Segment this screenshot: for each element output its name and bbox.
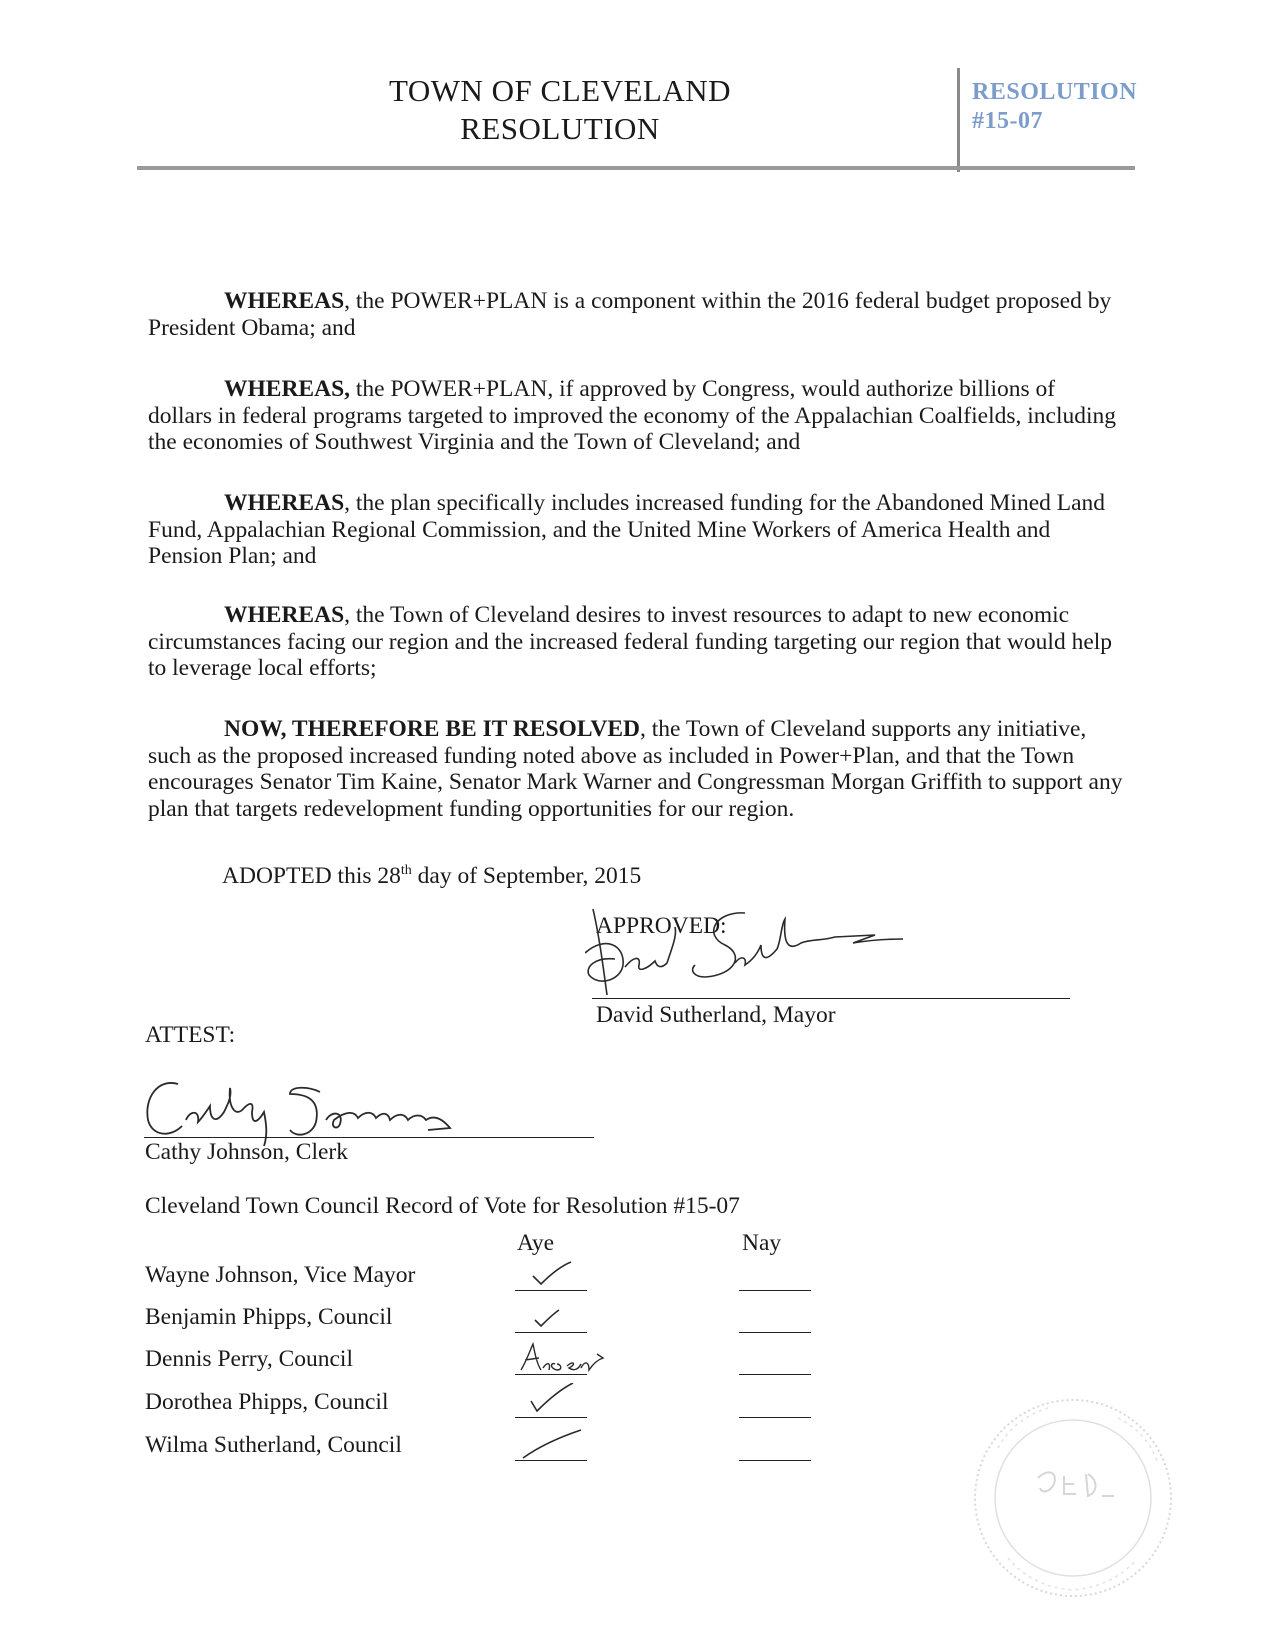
mayor-signature-line bbox=[592, 998, 1070, 999]
vote-row bbox=[145, 1304, 845, 1334]
clerk-name: Cathy Johnson, Clerk bbox=[145, 1139, 349, 1165]
header-divider-vertical bbox=[957, 68, 960, 172]
paragraph-lead: NOW, THEREFORE BE IT RESOLVED bbox=[224, 716, 640, 742]
council-member-name: Dorothea Phipps, Council bbox=[145, 1389, 389, 1415]
attest-label: ATTEST: bbox=[145, 1022, 236, 1048]
resolution-number: #15-07 bbox=[972, 108, 1043, 134]
whereas-paragraph-2 bbox=[148, 376, 1123, 456]
aye-line bbox=[515, 1290, 587, 1291]
paragraph-text: the POWER+PLAN, if approved by Congress, would authorize billions of dollars in federal programs targeted to improved the economy of the Appalachian Coalfields, including the economies of Southwest Virginia and the Town of Cleveland; and bbox=[148, 376, 1117, 455]
aye-check-mark bbox=[517, 1383, 587, 1419]
paragraph-lead: WHEREAS, bbox=[224, 376, 351, 402]
nay-line bbox=[739, 1374, 811, 1375]
adopted-date bbox=[222, 857, 641, 890]
paragraph-text: , the Town of Cleveland desires to invest resources to adapt to new economic circumstances facing our region and the increased federal funding targeting our region that would help to leverage local efforts; bbox=[148, 602, 1113, 681]
paragraph-text: , the plan specifically includes increased funding for the Abandoned Mined Land Fund, Appalachian Regional Commission, and the United Mine Workers of America Health and Pension Plan; and bbox=[148, 490, 1106, 569]
aye-column-header: Aye bbox=[517, 1230, 554, 1256]
town-seal-emboss bbox=[968, 1388, 1178, 1608]
nay-line bbox=[739, 1332, 811, 1333]
council-member-name: Benjamin Phipps, Council bbox=[145, 1304, 393, 1330]
paragraph-lead: WHEREAS bbox=[224, 288, 345, 314]
nay-column-header: Nay bbox=[742, 1230, 782, 1256]
council-member-name: Wilma Sutherland, Council bbox=[145, 1432, 402, 1458]
resolved-paragraph bbox=[148, 716, 1123, 822]
nay-line bbox=[739, 1290, 811, 1291]
aye-line bbox=[515, 1332, 587, 1333]
whereas-paragraph-4 bbox=[148, 602, 1123, 682]
aye-line bbox=[515, 1417, 587, 1418]
adopted-ordinal: th bbox=[400, 863, 412, 878]
nay-line bbox=[739, 1417, 811, 1418]
title-line-2: RESOLUTION bbox=[460, 111, 660, 146]
vote-row bbox=[145, 1432, 845, 1462]
mayor-signature bbox=[585, 905, 945, 1005]
vote-row bbox=[145, 1262, 845, 1292]
mayor-name: David Sutherland, Mayor bbox=[596, 1002, 836, 1028]
vote-record-title: Cleveland Town Council Record of Vote for Resolution #15-07 bbox=[145, 1193, 740, 1219]
aye-check-mark bbox=[517, 1298, 587, 1334]
whereas-paragraph-3 bbox=[148, 490, 1123, 570]
nay-line bbox=[739, 1460, 811, 1461]
council-member-name: Wayne Johnson, Vice Mayor bbox=[145, 1262, 416, 1288]
header-rule bbox=[137, 166, 1135, 170]
paragraph-lead: WHEREAS bbox=[224, 490, 345, 516]
document-title bbox=[300, 72, 820, 148]
adopted-rest: day of September, 2015 bbox=[411, 862, 642, 889]
aye-check-mark bbox=[517, 1256, 587, 1292]
adopted-prefix: ADOPTED this 28 bbox=[222, 862, 401, 889]
aye-check-mark bbox=[517, 1426, 597, 1462]
aye-line bbox=[515, 1460, 587, 1461]
resolution-number-label bbox=[972, 78, 1137, 136]
paragraph-text: , the POWER+PLAN is a component within the 2016 federal budget proposed by President Obama; and bbox=[148, 288, 1112, 341]
approved-label: APPROVED: bbox=[596, 913, 727, 939]
vote-row bbox=[145, 1346, 845, 1376]
resolution-label: RESOLUTION bbox=[972, 79, 1138, 105]
clerk-signature-line bbox=[144, 1137, 594, 1138]
aye-line bbox=[515, 1374, 587, 1375]
whereas-paragraph-1 bbox=[148, 288, 1123, 341]
paragraph-text: , the Town of Cleveland supports any initiative, such as the proposed increased funding noted above as included in Power+Plan, and that the Town encourages Senator Tim Kaine, Senator Mark Warner and Congressman Morgan Griffith to support any plan that targets redevelopment funding opportunities for our region. bbox=[148, 716, 1123, 822]
paragraph-lead: WHEREAS bbox=[224, 602, 345, 628]
title-line-1: TOWN OF CLEVELAND bbox=[388, 73, 731, 108]
council-member-name: Dennis Perry, Council bbox=[145, 1346, 353, 1372]
vote-row bbox=[145, 1389, 845, 1419]
